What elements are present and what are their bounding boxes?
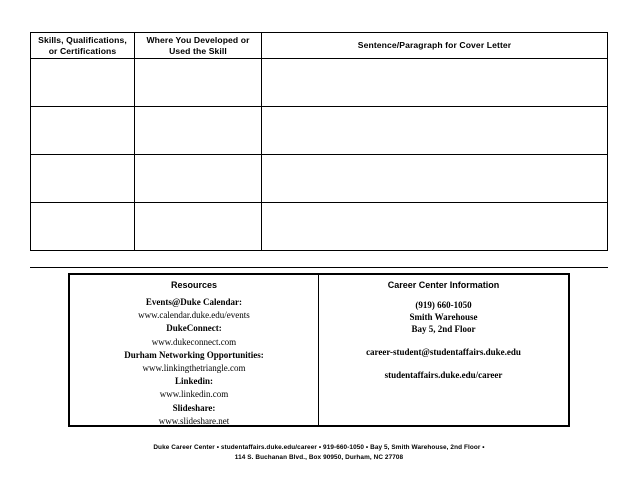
header-where-line2: Used the Skill	[169, 45, 227, 56]
resources-column	[70, 275, 319, 425]
header-skills	[31, 33, 135, 59]
resource-label-events: Events@Duke Calendar:	[145, 297, 243, 307]
footer-line-2: 114 S. Buchanan Blvd., Box 90950, Durham, NC 27708	[234, 454, 404, 461]
career-center-website[interactable]: studentaffairs.duke.edu/career	[384, 370, 503, 380]
skill-cell[interactable]	[31, 107, 135, 155]
sentence-cell[interactable]	[262, 155, 608, 203]
skill-cell[interactable]	[31, 59, 135, 107]
sentence-cell[interactable]	[262, 59, 608, 107]
table-header-row	[31, 33, 608, 59]
sentence-cell[interactable]	[262, 107, 608, 155]
resource-link-durham[interactable]: www.linkingthetriangle.com	[142, 363, 246, 374]
resource-label-dukeconnect: DukeConnect:	[166, 323, 222, 334]
sentence-cell[interactable]	[262, 203, 608, 251]
career-center-title: Career Center Information	[387, 280, 500, 290]
resource-label-durham: Durham Networking Opportunities:	[124, 349, 264, 360]
where-cell[interactable]	[135, 59, 262, 107]
resource-link-events[interactable]: www.calendar.duke.edu/events	[138, 310, 250, 321]
resources-box	[68, 273, 570, 427]
resource-link-dukeconnect[interactable]: www.dukeconnect.com	[151, 336, 237, 347]
header-skills-line1: Skills, Qualifications,	[38, 34, 127, 45]
resource-label-slideshare: Slideshare:	[172, 402, 216, 413]
header-skills-line2: or Certifications	[48, 45, 117, 56]
section-divider	[30, 267, 608, 268]
resource-link-slideshare[interactable]: www.slideshare.net	[158, 415, 230, 426]
career-center-building: Smith Warehouse	[409, 312, 478, 322]
resource-label-linkedin: Linkedin:	[174, 376, 214, 387]
table-row	[31, 203, 608, 251]
header-where-developed	[135, 33, 262, 59]
skill-cell[interactable]	[31, 203, 135, 251]
footer-line-1: Duke Career Center • studentaffairs.duke.edu/career • 919-660-1050 • Bay 5, Smith Warehouse, 2nd Floor •	[153, 444, 485, 451]
where-cell[interactable]	[135, 107, 262, 155]
where-cell[interactable]	[135, 203, 262, 251]
table-row	[31, 59, 608, 107]
header-cover-letter: Sentence/Paragraph for Cover Letter	[262, 33, 608, 59]
career-center-email[interactable]: career-student@studentaffairs.duke.edu	[366, 347, 521, 357]
header-where-line1: Where You Developed or	[146, 34, 250, 45]
career-center-bay: Bay 5, 2nd Floor	[411, 324, 476, 334]
where-cell[interactable]	[135, 155, 262, 203]
resource-link-linkedin[interactable]: www.linkedin.com	[159, 389, 229, 400]
resources-title: Resources	[170, 280, 218, 290]
career-center-phone: (919) 660-1050	[415, 300, 472, 310]
footer	[0, 443, 638, 463]
skill-cell[interactable]	[31, 155, 135, 203]
skills-table	[30, 32, 608, 251]
table-row	[31, 155, 608, 203]
table-row	[31, 107, 608, 155]
career-center-column	[319, 275, 568, 425]
